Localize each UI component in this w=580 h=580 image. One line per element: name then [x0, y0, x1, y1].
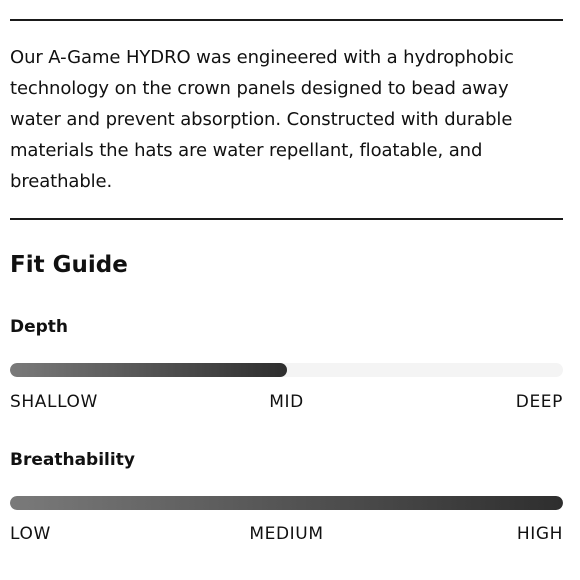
depth-scale	[10, 391, 563, 413]
metric-label-depth: Depth	[10, 317, 69, 337]
breathability-scale-high: HIGH	[516, 524, 563, 544]
depth-scale-mid: MID	[269, 392, 304, 412]
depth-scale-high: DEEP	[515, 392, 563, 412]
breathability-scale-mid: MEDIUM	[249, 524, 324, 544]
top-divider	[10, 19, 563, 21]
depth-slider-fill	[10, 363, 287, 377]
section-divider	[10, 218, 563, 220]
breathability-slider-fill	[10, 496, 563, 510]
product-details-panel	[10, 0, 563, 580]
breathability-scale	[10, 523, 563, 545]
breathability-scale-low: LOW	[10, 524, 51, 544]
depth-scale-low: SHALLOW	[10, 392, 98, 412]
breathability-slider-track	[10, 496, 563, 510]
depth-slider-track	[10, 363, 563, 377]
metric-label-breathability: Breathability	[10, 450, 135, 470]
fit-guide-title: Fit Guide	[10, 252, 128, 278]
product-description: Our A-Game HYDRO was engineered with a hydrophobic technology on the crown panels designed to bead away water and prevent absorption. Constructed with durable materials the hats are water repellant, floatable, and breathable.	[10, 47, 514, 192]
